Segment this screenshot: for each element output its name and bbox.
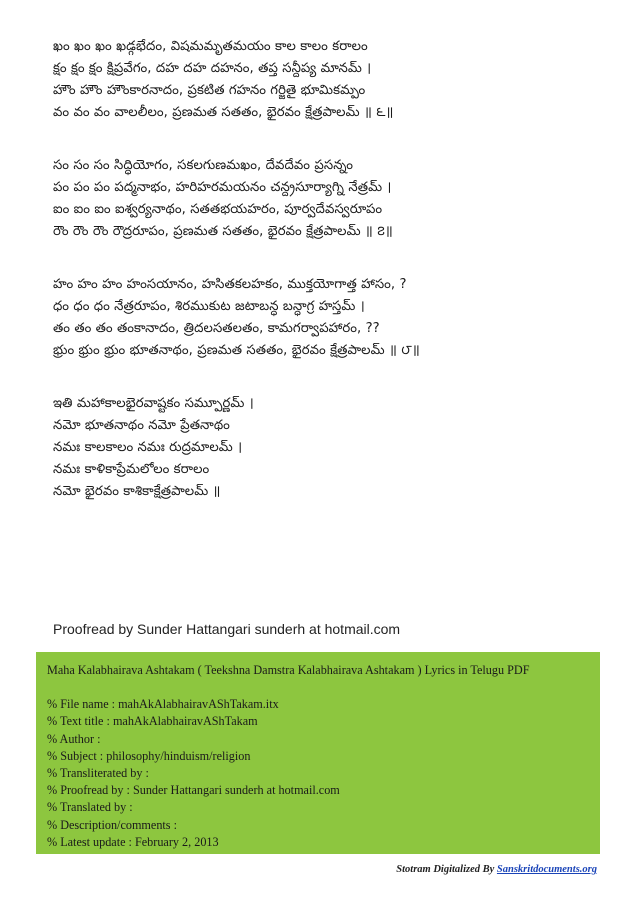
- metadata-line: % Translated by :: [47, 800, 133, 815]
- stanza-gap: [53, 362, 613, 393]
- metadata-line: % Subject : philosophy/hinduism/religion: [47, 748, 251, 763]
- metadata-line: % Description/comments :: [47, 817, 177, 832]
- verse-line: హౌం హౌం హౌంకారనాదం, ప్రకటిత గహనం గర్జితై భూమికమ్పం: [53, 83, 366, 98]
- verse-line: తం తం తం తంకానాదం, త్రిదలసతలతం, కామగర్వాపహారం, ??: [53, 321, 380, 336]
- verse-line: ధం ధం ధం నేత్రరూపం, శిరముకుట జటాబన్ధ బన్ధాగ్ర హస్తమ్ ।: [53, 299, 365, 314]
- metadata-line: % Proofread by : Sunder Hattangari sunderh at hotmail.com: [47, 783, 340, 798]
- verse-line: సం సం సం సిద్ధియోగం, సకలగుణమఖం, దేవదేవం ప్రసన్నం: [53, 158, 353, 173]
- metadata-line: % Transliterated by :: [47, 766, 149, 781]
- stanza-gap: [53, 243, 613, 274]
- footer-prefix: Stotram Digitalized By: [396, 864, 497, 875]
- closing-line: నమః కాలకాలం నమః రుద్రమాలమ్ ।: [53, 440, 243, 455]
- verse-line: వం వం వం వాలలీలం, ప్రణమత సతతం, భైరవం క్షేత్రపాలమ్ ॥ ౬॥: [53, 105, 394, 120]
- verse-line: భ్రుం భ్రుం భ్రుం భూతనాథం, ప్రణమత సతతం, భైరవం క్షేత్రపాలమ్ ॥ ౮॥: [53, 343, 420, 358]
- closing-line: నమః కాళికాప్రేమలోలం కరాలం: [53, 462, 210, 477]
- sanskritdocuments-link[interactable]: Sanskritdocuments.org: [496, 864, 597, 875]
- metadata-title: Maha Kalabhairava Ashtakam ( Teekshna Damstra Kalabhairava Ashtakam ) Lyrics in Telugu PDF: [47, 663, 530, 677]
- stanza-gap: [53, 124, 613, 155]
- closing-line: నమో భైరవం కాశికాక్షేత్రపాలమ్ ॥: [53, 484, 221, 499]
- proofread-credit: Proofread by Sunder Hattangari sunderh at hotmail.com: [53, 621, 401, 637]
- closing-line: నమో భూతనాథం నమో ప్రేతనాథం: [53, 418, 230, 433]
- metadata-line: % Author :: [47, 731, 101, 746]
- page-footer: [396, 864, 597, 875]
- verse-line: పం పం పం పద్మనాభం, హరిహరమయనం చన్ద్రసూర్యాగ్ని నేత్రమ్ ।: [53, 180, 392, 195]
- verse-line: హం హం హం హంసయానం, హసితకలహకం, ముక్తయోగాత్త హాసం, ?: [53, 277, 407, 292]
- metadata-line: % File name : mahAkAlabhairavAShTakam.itx: [47, 697, 279, 712]
- verse-line: ఐం ఐం ఐం ఐశ్వర్యనాథం, సతతభయహరం, పూర్వదేవస్వరూపం: [53, 202, 383, 217]
- closing-line: ఇతి మహాకాలభైరవాష్టకం సమ్పూర్ణమ్ ।: [53, 396, 254, 411]
- verse-line: రౌం రౌం రౌం రౌద్రరూపం, ప్రణమత సతతం, భైరవం క్షేత్రపాలమ్ ॥ ౭॥: [53, 224, 393, 239]
- verse-line: ఖం ఖం ఖం ఖడ్గభేదం, విషమమృతమయం కాల కాలం కరాలం: [53, 39, 368, 54]
- verse-text: [53, 36, 613, 503]
- metadata-box: [36, 652, 600, 854]
- metadata-line: % Latest update : February 2, 2013: [47, 834, 219, 849]
- verse-line: క్షం క్షం క్షం క్షిప్రవేగం, దహ దహ దహనం, తప్త సన్దీప్య మానమ్ ।: [53, 61, 372, 76]
- metadata-line: % Text title : mahAkAlabhairavAShTakam: [47, 714, 258, 729]
